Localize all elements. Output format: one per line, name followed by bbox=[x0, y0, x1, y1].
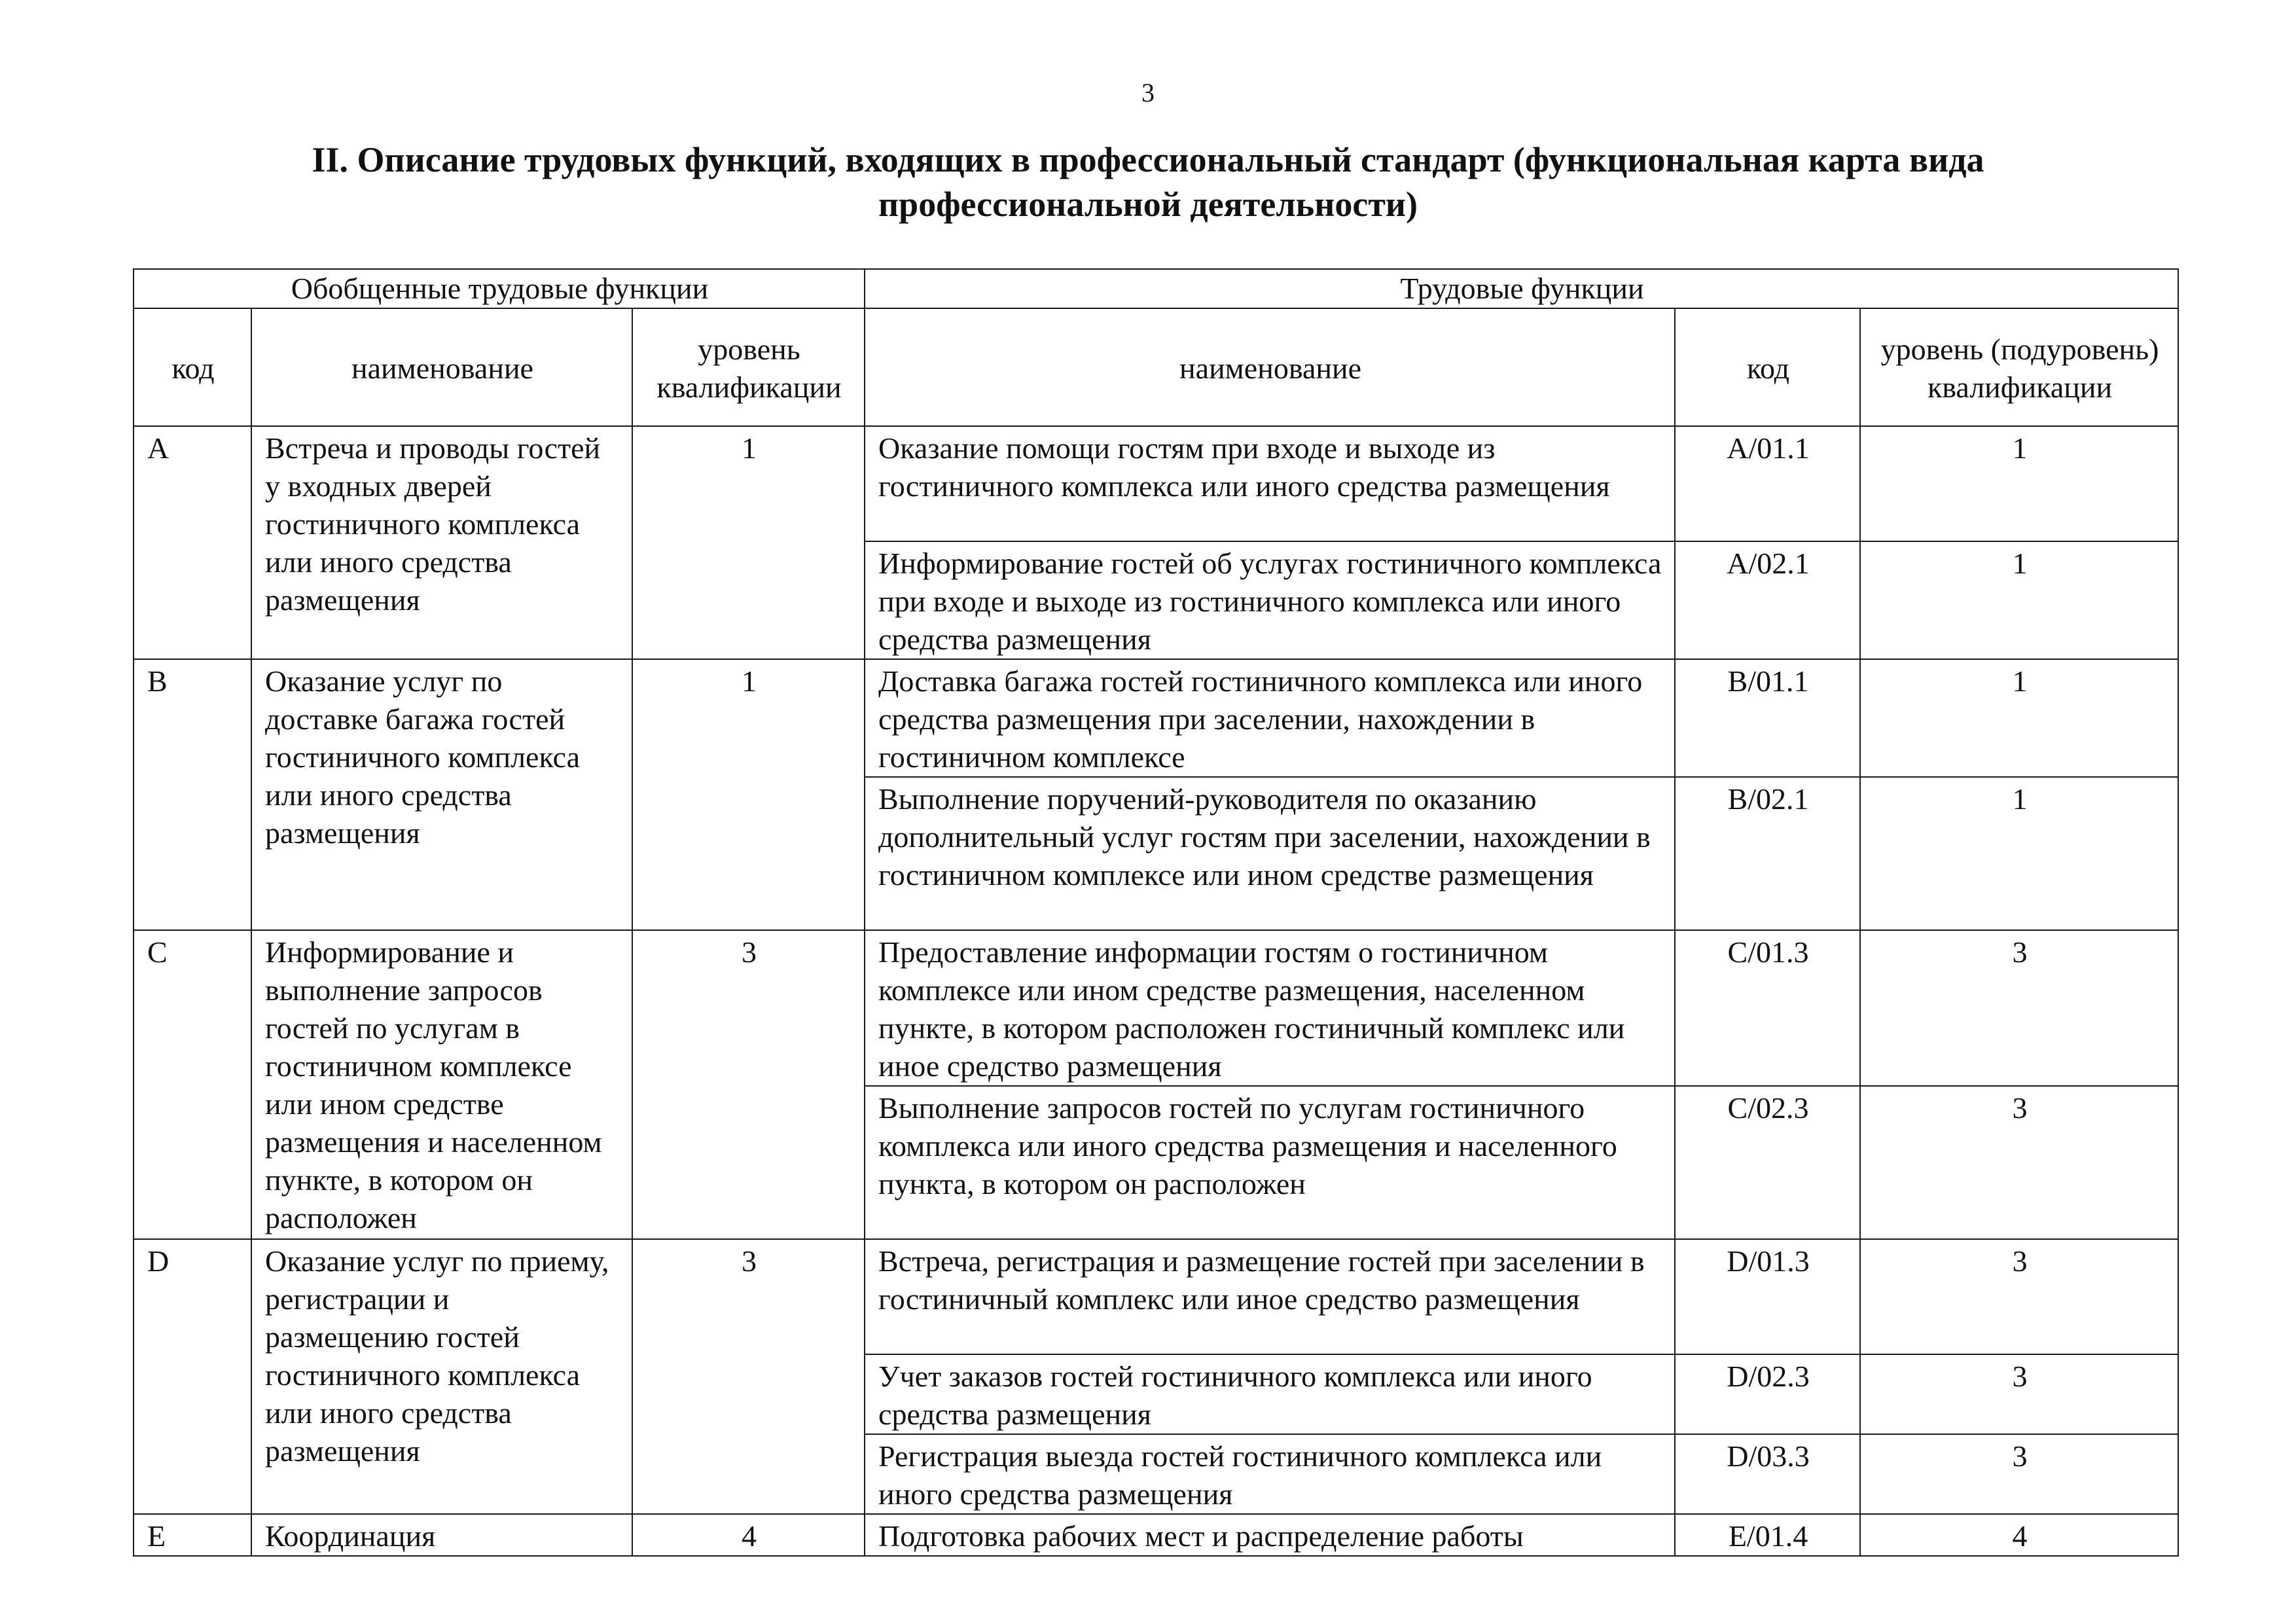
function-name: Оказание помощи гостям при входе и выходе из гостиничного комплекса или иного средства размещения bbox=[865, 426, 1675, 541]
group-level: 1 bbox=[632, 659, 865, 930]
function-level: 3 bbox=[1860, 930, 2178, 1086]
function-code: A/02.1 bbox=[1675, 541, 1860, 659]
generalized-functions-header: Обобщенные трудовые функции bbox=[134, 269, 865, 308]
function-code: D/02.3 bbox=[1675, 1354, 1860, 1434]
group-code: B bbox=[134, 659, 251, 930]
name-column-header: наименование bbox=[251, 308, 632, 426]
function-level: 3 bbox=[1860, 1239, 2178, 1354]
function-level: 1 bbox=[1860, 777, 2178, 930]
group-code: A bbox=[134, 426, 251, 659]
group-level: 1 bbox=[632, 426, 865, 659]
function-level-column-header: уровень (подуровень) квалификации bbox=[1860, 308, 2178, 426]
function-code: E/01.4 bbox=[1675, 1514, 1860, 1556]
function-name: Предоставление информации гостям о гостиничном комплексе или ином средстве размещения, населенном пункте, в котором расположен гостиничный комплекс или иное средство размещения bbox=[865, 930, 1675, 1086]
level-column-header: уровень квалификации bbox=[632, 308, 865, 426]
function-name: Подготовка рабочих мест и распределение работы bbox=[865, 1514, 1675, 1556]
function-level: 3 bbox=[1860, 1434, 2178, 1514]
table-row bbox=[134, 930, 2178, 1086]
group-level: 3 bbox=[632, 930, 865, 1239]
table-row bbox=[134, 426, 2178, 541]
group-name: Оказание услуг по доставке багажа гостей гостиничного комплекса или иного средства размещения bbox=[251, 659, 632, 930]
function-name: Встреча, регистрация и размещение гостей при заселении в гостиничный комплекс или иное средство размещения bbox=[865, 1239, 1675, 1354]
functional-map-table bbox=[133, 268, 2179, 1557]
function-code: D/03.3 bbox=[1675, 1434, 1860, 1514]
column-header-row bbox=[134, 308, 2178, 426]
function-name-column-header: наименование bbox=[865, 308, 1675, 426]
function-code: D/01.3 bbox=[1675, 1239, 1860, 1354]
group-code: C bbox=[134, 930, 251, 1239]
group-level: 3 bbox=[632, 1239, 865, 1514]
group-code: E bbox=[134, 1514, 251, 1556]
table-row bbox=[134, 1239, 2178, 1354]
function-name: Учет заказов гостей гостиничного комплекса или иного средства размещения bbox=[865, 1354, 1675, 1434]
function-level: 4 bbox=[1860, 1514, 2178, 1556]
table-row bbox=[134, 1514, 2178, 1556]
page-title: II. Описание трудовых функций, входящих в профессиональный стандарт (функциональная карта вида профессиональной деятельности) bbox=[312, 140, 1984, 224]
function-code: B/01.1 bbox=[1675, 659, 1860, 777]
group-name: Встреча и проводы гостей у входных дверей гостиничного комплекса или иного средства размещения bbox=[251, 426, 632, 659]
group-name: Координация bbox=[251, 1514, 632, 1556]
function-code: A/01.1 bbox=[1675, 426, 1860, 541]
function-level: 3 bbox=[1860, 1354, 2178, 1434]
labor-functions-header: Трудовые функции bbox=[865, 269, 2178, 308]
group-level: 4 bbox=[632, 1514, 865, 1556]
group-code: D bbox=[134, 1239, 251, 1514]
code-column-header: код bbox=[134, 308, 251, 426]
function-name: Выполнение запросов гостей по услугам гостиничного комплекса или иного средства размещения и населенного пункта, в котором он расположен bbox=[865, 1086, 1675, 1239]
function-code: C/02.3 bbox=[1675, 1086, 1860, 1239]
function-name: Выполнение поручений-руководителя по оказанию дополнительный услуг гостям при заселении, нахождении в гостиничном комплексе или ином средстве размещения bbox=[865, 777, 1675, 930]
function-name: Регистрация выезда гостей гостиничного комплекса или иного средства размещения bbox=[865, 1434, 1675, 1514]
function-code: C/01.3 bbox=[1675, 930, 1860, 1086]
function-name: Доставка багажа гостей гостиничного комплекса или иного средства размещения при заселении, нахождении в гостиничном комплексе bbox=[865, 659, 1675, 777]
function-code-column-header: код bbox=[1675, 308, 1860, 426]
function-level: 3 bbox=[1860, 1086, 2178, 1239]
function-level: 1 bbox=[1860, 426, 2178, 541]
group-header-row bbox=[134, 269, 2178, 308]
group-name: Оказание услуг по приему, регистрации и размещению гостей гостиничного комплекса или иного средства размещения bbox=[251, 1239, 632, 1514]
page-number: 3 bbox=[1141, 78, 1155, 107]
function-code: B/02.1 bbox=[1675, 777, 1860, 930]
function-level: 1 bbox=[1860, 659, 2178, 777]
function-level: 1 bbox=[1860, 541, 2178, 659]
group-name: Информирование и выполнение запросов гостей по услугам в гостиничном комплексе или ином средстве размещения и населенном пункте, в котором он расположен bbox=[251, 930, 632, 1239]
table-row bbox=[134, 659, 2178, 777]
function-name: Информирование гостей об услугах гостиничного комплекса при входе и выходе из гостиничного комплекса или иного средства размещения bbox=[865, 541, 1675, 659]
